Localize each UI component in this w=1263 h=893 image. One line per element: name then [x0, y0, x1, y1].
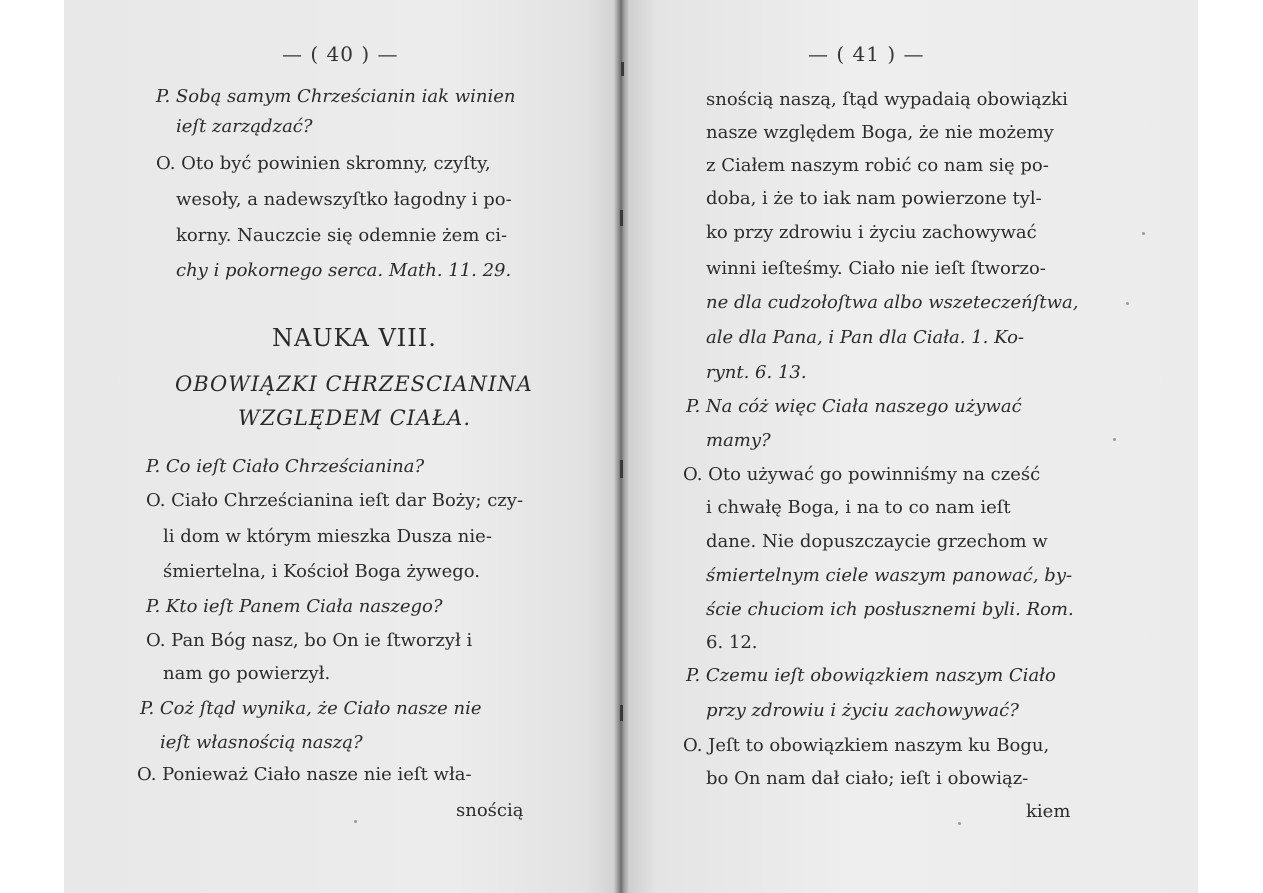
book-gutter	[614, 0, 630, 893]
binding-stitch	[621, 62, 624, 76]
text-line: O. Pan Bóg nasz, bo On ie ſtworzył i	[146, 630, 473, 651]
text-line: li dom w którym mieszka Dusza nie-	[163, 526, 492, 547]
text-line: ale dla Pana, i Pan dla Ciała. 1. Ko-	[706, 327, 1025, 348]
paper-speck	[1142, 232, 1145, 235]
text-line: winni ieſteśmy. Ciało nie ieſt ſtworzo-	[706, 258, 1046, 279]
text-line: nam go powierzył.	[163, 663, 331, 684]
chapter-heading: NAUKA VIII.	[272, 324, 437, 352]
text-line: ieſt zarządzać?	[176, 116, 313, 137]
text-line: P. Czemu ieſt obowiązkiem naszym Ciało	[686, 665, 1056, 686]
text-line: doba, i że to iak nam powierzone tyl-	[706, 188, 1042, 209]
text-line: śmiertelnym ciele waszym panować, by-	[706, 565, 1073, 586]
text-line: ko przy zdrowiu i życiu zachowywać	[706, 222, 1037, 243]
text-line: P. Co ieſt Ciało Chrześcianina?	[146, 456, 425, 477]
text-line: P. Na cóż więc Ciała naszego używać	[686, 396, 1022, 417]
text-line: i chwałę Boga, i na to co nam ieſt	[706, 497, 1011, 518]
text-line: chy i pokornego serca. Math. 11. 29.	[176, 260, 512, 281]
text-line: rynt. 6. 13.	[706, 362, 807, 383]
text-line: dane. Nie dopuszczaycie grzechom w	[706, 531, 1048, 552]
text-line: mamy?	[706, 430, 771, 451]
text-line: przy zdrowiu i życiu zachowywać?	[706, 700, 1019, 721]
text-line: wesoły, a nadewszyſtko łagodny i po-	[176, 189, 512, 210]
catchword: kiem	[1026, 801, 1071, 822]
catchword: snością	[456, 800, 524, 821]
text-line: ieſt własnością naszą?	[160, 732, 363, 753]
text-line: bo On nam dał ciało; ieſt i obowiąz-	[706, 768, 1029, 789]
text-line: 6. 12.	[706, 632, 758, 653]
text-line: ście chuciom ich posłusznemi byli. Rom.	[706, 599, 1074, 620]
text-line: korny. Nauczcie się odemnie żem ci-	[176, 225, 508, 246]
binding-stitch	[620, 460, 623, 478]
text-line: śmiertelna, i Kościoł Boga żywego.	[163, 561, 480, 582]
page-number-left: — ( 40 ) —	[282, 42, 399, 66]
binding-stitch	[620, 705, 623, 721]
text-line: snością naszą, ſtąd wypadaią obowiązki	[706, 89, 1068, 110]
chapter-subheading: WZGLĘDEM CIAŁA.	[238, 406, 471, 430]
text-line: O. Ponieważ Ciało nasze nie ieſt wła-	[137, 764, 472, 785]
text-line: O. Ciało Chrześcianina ieſt dar Boży; czy-	[146, 490, 524, 511]
text-line: ne dla cudzołoſtwa albo wszeteczeńſtwa,	[706, 292, 1079, 313]
text-line: P. Kto ieſt Panem Ciała naszego?	[146, 596, 443, 617]
text-line: O. Oto być powinien skromny, czyſty,	[156, 153, 491, 174]
page-number-right: — ( 41 ) —	[808, 42, 925, 66]
text-line: O. Oto używać go powinniśmy na cześć	[683, 464, 1041, 485]
paper-speck	[1126, 302, 1129, 305]
text-line: nasze względem Boga, że nie możemy	[706, 122, 1054, 143]
paper-speck	[354, 820, 357, 823]
chapter-subheading: OBOWIĄZKI CHRZESCIANINA	[175, 372, 533, 396]
binding-stitch	[620, 210, 623, 226]
paper-speck	[1113, 438, 1116, 441]
text-line: O. Jeſt to obowiązkiem naszym ku Bogu,	[683, 735, 1050, 756]
paper-speck	[958, 822, 961, 825]
text-line: z Ciałem naszym robić co nam się po-	[706, 155, 1049, 176]
left-page	[64, 0, 620, 893]
text-line: P. Sobą samym Chrześcianin iak winien	[156, 86, 516, 107]
text-line: P. Coż ſtąd wynika, że Ciało nasze nie	[140, 698, 482, 719]
